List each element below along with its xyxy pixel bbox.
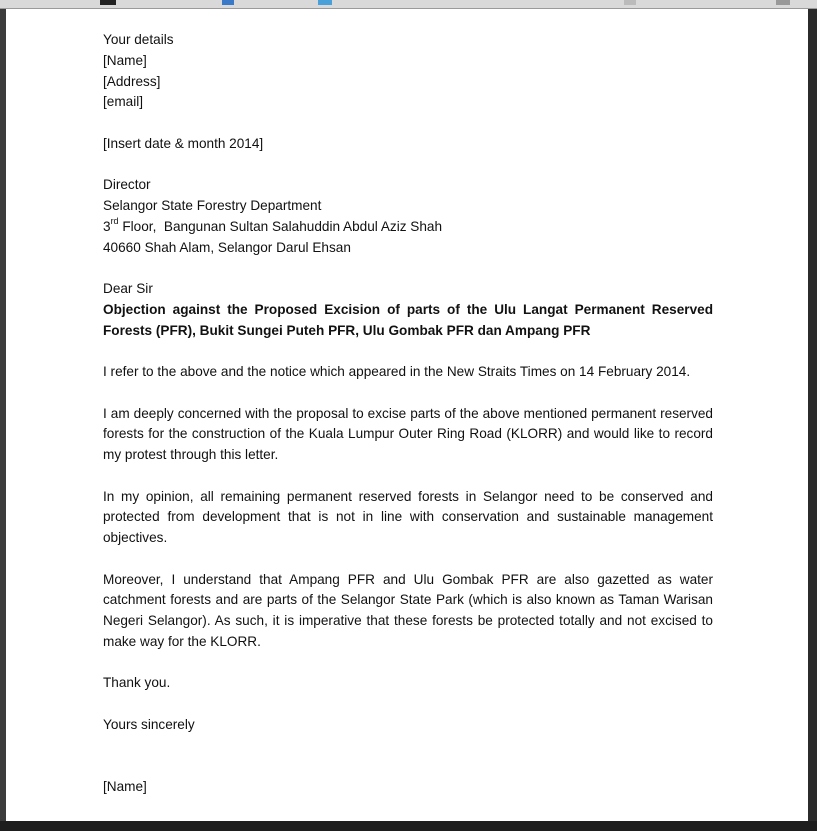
document-page — [6, 9, 808, 821]
body-paragraph-4: Moreover, I understand that Ampang PFR and Ulu Gombak PFR are also gazetted as water catchment forests and are parts of the Selangor State Park (which is also known as Taman Warisan Negeri Selangor). As such, it is imperative that these forests be protected totally and not excised to make way for the KLORR. — [103, 571, 713, 649]
signature-name: [Name] — [103, 779, 147, 794]
recipient-city: 40660 Shah Alam, Selangor Darul Ehsan — [103, 239, 351, 255]
letter-date: [Insert date & month 2014] — [103, 135, 264, 151]
toolbar-icon[interactable] — [624, 0, 636, 5]
body-paragraph-1: I refer to the above and the notice which appeared in the New Straits Times on 14 February 2014. — [103, 364, 691, 379]
window-right-edge — [808, 9, 817, 821]
letter-subject: Objection against the Proposed Excision of parts of the Ulu Langat Permanent Reserved Forests (PFR), Bukit Sungei Puteh PFR, Ulu Gombak PFR dan Ampang PFR — [103, 301, 713, 338]
thanks-line: Thank you. — [103, 675, 171, 691]
window-bottom-bar — [0, 821, 817, 831]
body-paragraph-3: In my opinion, all remaining permanent reserved forests in Selangor need to be conserved and protected from development that is not in line with conservation and sustainable management objectives. — [103, 488, 713, 545]
recipient-floor: 3rd Floor, Bangunan Sultan Salahuddin Abdul Aziz Shah — [103, 216, 443, 234]
toolbar-icon[interactable] — [776, 0, 790, 5]
sender-heading: Your details — [103, 32, 174, 47]
toolbar-icon[interactable] — [318, 0, 332, 5]
letter-body — [103, 30, 713, 798]
recipient-department: Selangor State Forestry Department — [103, 198, 322, 213]
toolbar-icon[interactable] — [100, 0, 116, 5]
recipient-title: Director — [103, 177, 151, 193]
sender-address: [Address] — [103, 73, 161, 89]
body-paragraph-2: I am deeply concerned with the proposal to excise parts of the above mentioned permanent reserved forests for the construction of the Kuala Lumpur Outer Ring Road (KLORR) and would like to record my protest through this letter. — [103, 405, 713, 462]
salutation: Dear Sir — [103, 281, 153, 296]
sender-name: [Name] — [103, 52, 147, 68]
toolbar-icon[interactable] — [222, 0, 234, 5]
window-top-bar — [0, 0, 817, 9]
closing-line: Yours sincerely — [103, 716, 195, 732]
sender-email: [email] — [103, 94, 144, 110]
